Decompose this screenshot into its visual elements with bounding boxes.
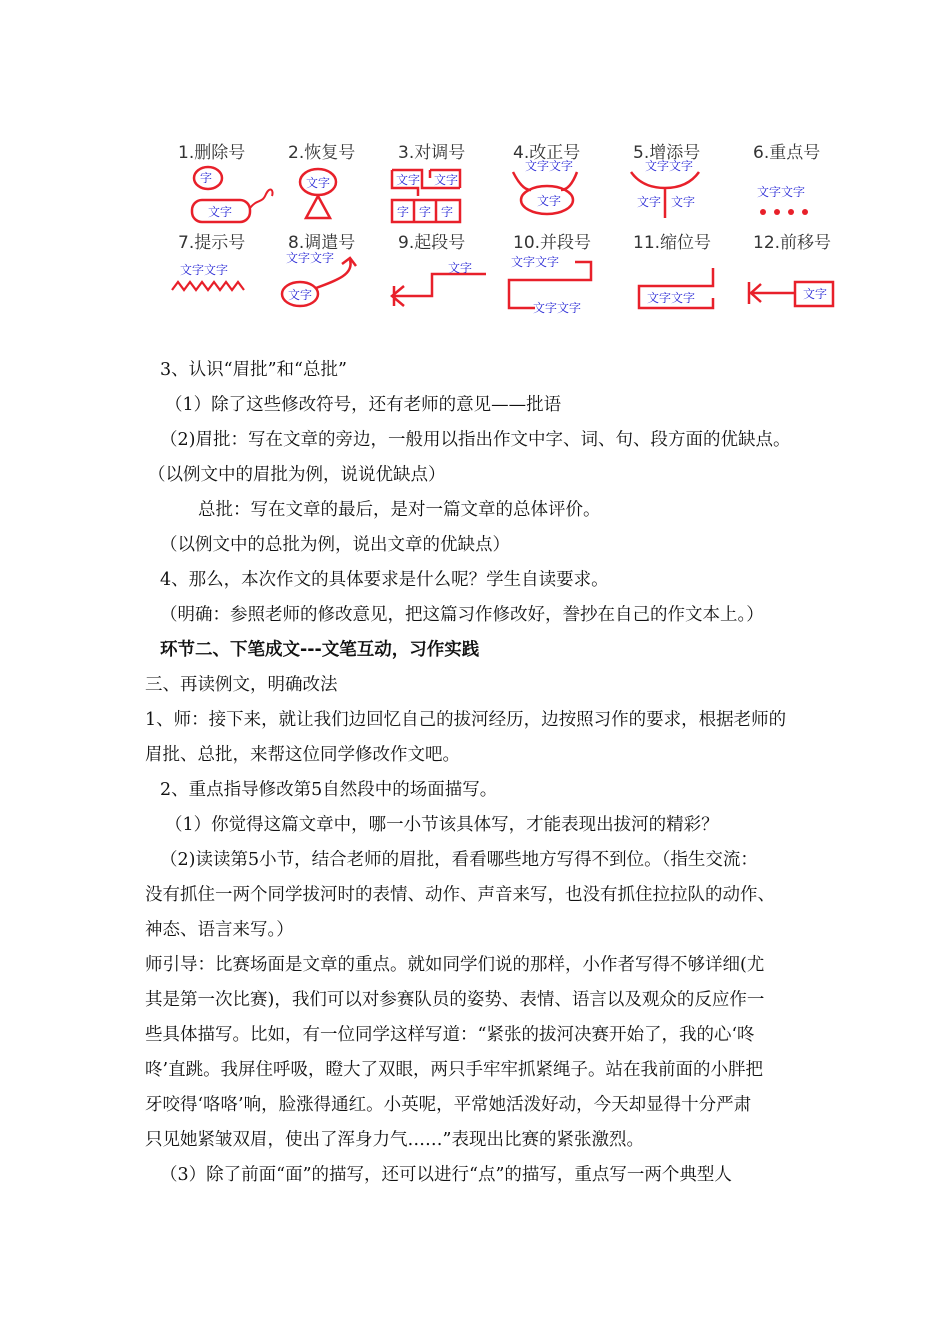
text-line: （3）除了前面“面”的描写，还可以进行“点”的描写，重点写一两个典型人 [160,1165,732,1185]
text-line: 些具体描写。比如，有一位同学这样写道：“紧张的拔河决赛开始了，我的心‘咚 [145,1025,755,1045]
text-line: 神态、语言来写。） [145,920,294,940]
symbol-label: 1.删除号 [178,143,246,163]
svg-text:文字文字: 文字文字 [757,185,806,199]
symbol-label: 9.起段号 [398,233,466,253]
swap-mark-icon [390,160,500,232]
symbol-label: 6.重点号 [753,143,821,163]
insert-mark-icon [625,160,735,232]
svg-text:文字文字: 文字文字 [645,159,694,173]
svg-text:文字文字: 文字文字 [180,263,229,277]
svg-text:文字文字: 文字文字 [647,291,696,305]
symbol-label: 12.前移号 [753,233,832,253]
move-forward-mark-icon [745,250,855,322]
text-line: 只见她紧皱双眉，使出了浑身力气……”表现出比赛的紧张激烈。 [145,1130,644,1150]
text-line: 2、重点指导修改第5自然段中的场面描写。 [160,780,498,800]
svg-text:文字: 文字 [637,195,662,209]
svg-text:字: 字 [397,205,410,219]
svg-text:文字: 文字 [434,173,459,187]
symbol-move-forward [745,228,855,320]
text-line: 师引导：比赛场面是文章的重点。就如同学们说的那样，小作者写得不够详细(尤 [145,955,765,975]
symbol-move [280,228,390,320]
text-line: 总批：写在文章的最后，是对一篇文章的总体评价。 [198,500,601,520]
symbol-label: 4.改正号 [513,143,581,163]
indent-mark-icon [625,250,735,322]
svg-text:文字: 文字 [396,173,421,187]
symbol-insert [625,138,735,230]
text-line: （明确：参照老师的修改意见，把这篇习作修改好，誊抄在自己的作文本上。） [160,605,764,625]
symbol-swap [390,138,500,230]
symbol-label: 8.调遣号 [288,233,356,253]
hint-mark-icon [170,250,280,322]
text-line: （以例文中的总批为例，说出文章的优缺点） [160,535,510,555]
svg-text:文字文字: 文字文字 [286,251,335,265]
proofreading-symbols-figure [160,130,845,325]
svg-text:文字: 文字 [208,205,233,219]
text-line: 其是第一次比赛)，我们可以对参赛队员的姿势、表情、语言以及观众的反应作一 [145,990,765,1010]
svg-text:文字: 文字 [448,261,473,275]
emphasis-mark-icon [745,160,855,232]
new-paragraph-mark-icon [390,250,500,322]
symbol-label: 11.缩位号 [633,233,712,253]
svg-text:文字文字: 文字文字 [511,255,560,269]
text-line: 没有抓住一两个同学拔河时的表情、动作、声音来写，也没有抓住拉拉队的动作、 [145,885,775,905]
symbol-label: 3.对调号 [398,143,466,163]
svg-text:文字: 文字 [306,176,331,190]
text-line: 牙咬得‘咯咯’响，脸涨得通红。小英呢，平常她活泼好动，今天却显得十分严肃 [145,1095,752,1115]
svg-text:文字文字: 文字文字 [533,301,582,315]
text-line: （以例文中的眉批为例，说说优缺点） [148,465,446,485]
svg-text:文字: 文字 [288,288,313,302]
correct-mark-icon [505,160,615,232]
text-line: 1、师：接下来，就让我们边回忆自己的拔河经历，边按照习作的要求，根据老师的 [145,710,787,730]
text-line: 3、认识“眉批”和“总批” [160,360,347,380]
symbol-label: 10.并段号 [513,233,592,253]
svg-text:文字: 文字 [671,195,696,209]
text-line: （1）除了这些修改符号，还有老师的意见——批语 [165,395,562,415]
svg-text:文字: 文字 [803,287,828,301]
symbol-label: 2.恢复号 [288,143,356,163]
text-line: （2)读读第5小节，结合老师的眉批，看看哪些地方写得不到位。（指生交流： [160,850,758,870]
symbol-delete [170,138,280,230]
svg-text:字: 字 [441,205,454,219]
delete-mark-icon [170,160,280,232]
text-line: 4、那么，本次作文的具体要求是什么呢？学生自读要求。 [160,570,609,590]
merge-paragraph-mark-icon [505,250,615,322]
section-heading: 环节二、下笔成文---文笔互动，习作实践 [160,640,480,660]
symbol-restore [280,138,390,230]
text-line: （1）你觉得这篇文章中，哪一小节该具体写，才能表现出拔河的精彩？ [165,815,719,835]
text-line: 眉批、总批，来帮这位同学修改作文吧。 [145,745,460,765]
symbol-merge-paragraph [505,228,615,320]
svg-text:字: 字 [419,205,432,219]
text-line: 三、再读例文，明确改法 [145,675,338,695]
symbol-label: 7.提示号 [178,233,246,253]
symbol-hint [170,228,280,320]
move-mark-icon [280,250,390,322]
symbol-emphasis [745,138,855,230]
symbol-indent [625,228,735,320]
symbol-new-paragraph [390,228,500,320]
text-line: 咚’直跳。我屏住呼吸，瞪大了双眼，两只手牢牢抓紧绳子。站在我前面的小胖把 [145,1060,764,1080]
svg-text:文字: 文字 [537,194,562,208]
symbol-label: 5.增添号 [633,143,701,163]
text-line: （2)眉批：写在文章的旁边，一般用以指出作文中字、词、句、段方面的优缺点。 [160,430,791,450]
restore-mark-icon [280,160,390,232]
svg-text:字: 字 [200,171,213,185]
svg-text:文字文字: 文字文字 [525,159,574,173]
symbol-correct [505,138,615,230]
